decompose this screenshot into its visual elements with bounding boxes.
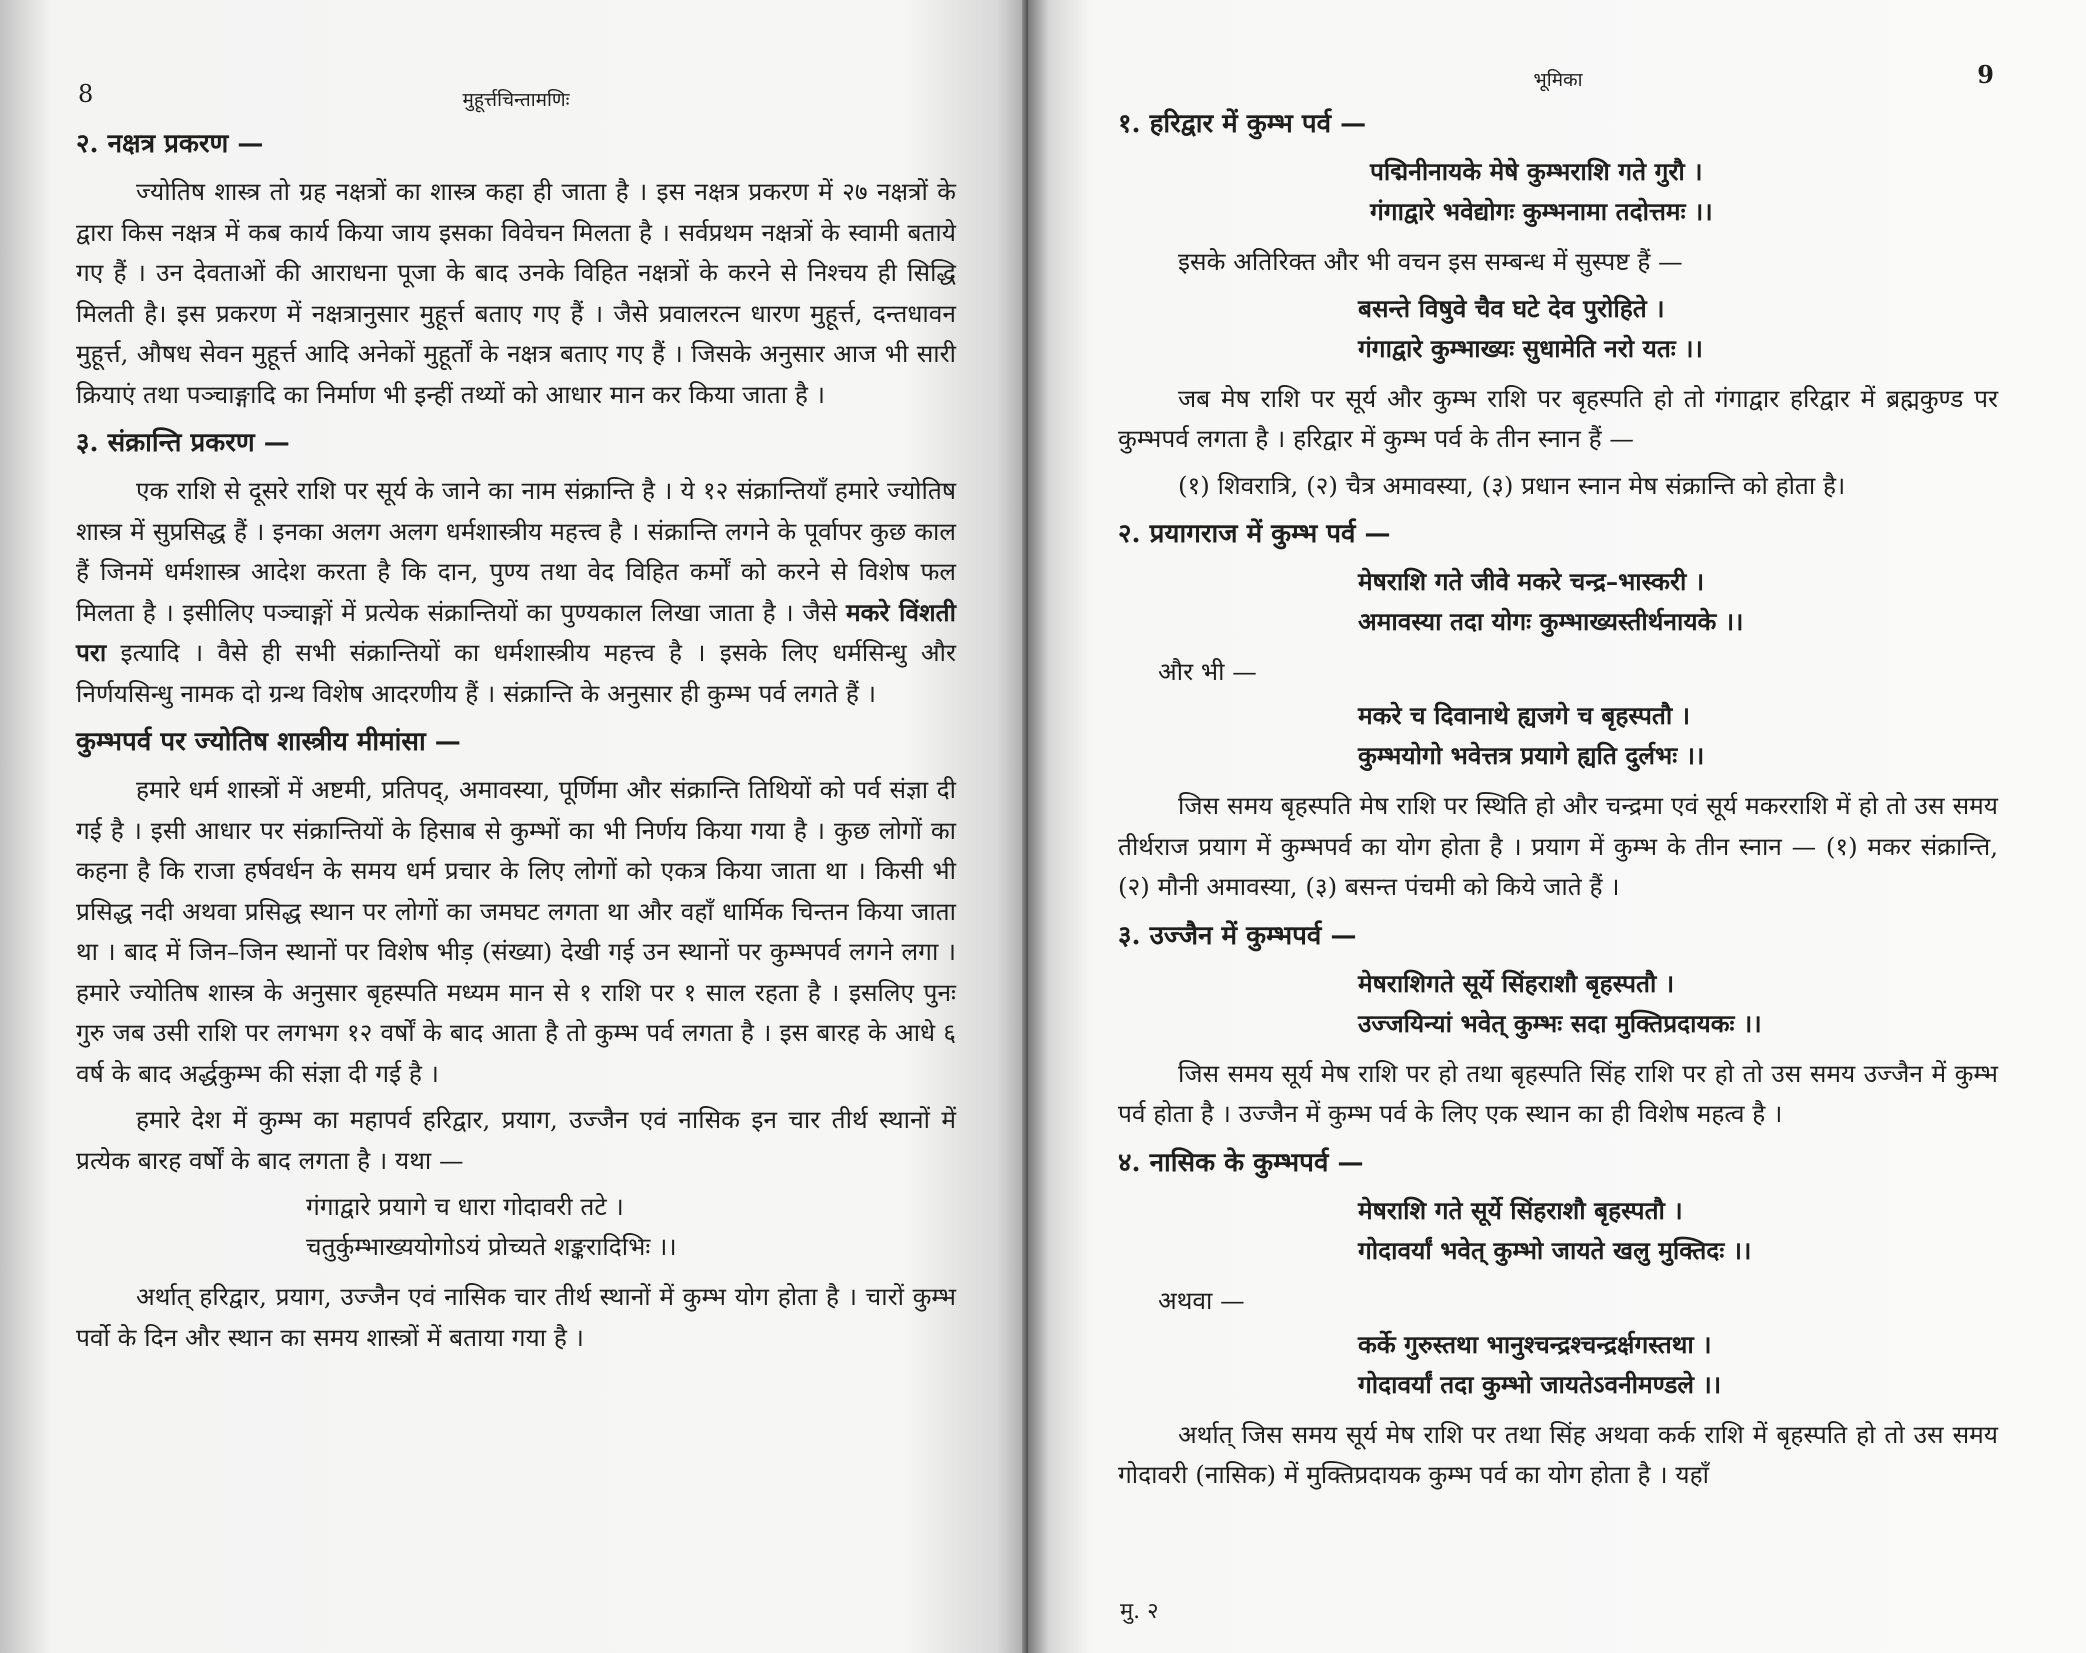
section-heading-ujjain: ३. उज्जैन में कुम्भपर्व — <box>1118 920 1357 951</box>
section-heading-prayag: २. प्रयागराज में कुम्भ पर्व — <box>1118 519 1391 549</box>
label-or: अथवा — <box>1158 1285 1245 1315</box>
verse-line: गोदावर्यां तदा कुम्भो जायतेऽवनीमण्डले ।। <box>1358 1369 1722 1399</box>
verse-line: पद्मिनीनायके मेषे कुम्भराशि गते गुरौ । <box>1370 157 1703 186</box>
verse-line: चतुर्कुम्भाख्ययोगोऽयं प्रोच्यते शङ्करादिभिः ।। <box>306 1232 677 1261</box>
section-heading-sankranti: ३. संक्रान्ति प्रकरण — <box>76 428 290 458</box>
left-page <box>0 0 1028 1653</box>
verse-line: बसन्ते विषुवे चैव घटे देव पुरोहिते । <box>1358 293 1665 323</box>
signature-mark: मु. २ <box>1120 1599 1159 1624</box>
sankranti-text-a: एक राशि से दूसरे राशि पर सूर्य के जाने का नाम संक्रान्ति है । ये १२ संक्रान्तियाँ हमारे ज्योतिष शास्त्र में सुप्रसिद्ध हैं । इनका अलग अलग धर्मशास्त्रीय महत्त्व है । संक्रान्ति लगने के पूर्वापर कुछ काल हैं जिनमें धर्मशास्त्र आदेश करता है कि दान, पुण्य तथा वेद विहित कर्मों को करने से विशेष फल मिलता है । इसीलिए पञ्चाङ्गों में प्रत्येक संक्रान्तियों का पुण्यकाल लिखा जाता है । जैसे <box>76 476 956 627</box>
verse-line: गंगाद्वारे भवेद्योगः कुम्भनामा तदोत्तमः ।। <box>1370 197 1713 226</box>
paragraph-kumbh-places: हमारे देश में कुम्भ का महापर्व हरिद्वार, प्रयाग, उज्जैन एवं नासिक इन चार तीर्थ स्थानों में प्रत्येक बारह वर्षों के बाद लगता है । यथा — <box>76 1105 956 1175</box>
sankranti-text-b: इत्यादि । वैसे ही सभी संक्रान्तियों का धर्मशास्त्रीय महत्त्व है । इसके लिए धर्मसिन्धु और निर्णयसिन्धु नामक दो ग्रन्थ विशेष आदरणीय हैं । संक्रान्ति के अनुसार ही कुम्भ पर्व लगते हैं । <box>76 638 956 708</box>
label-also: और भी — <box>1158 657 1257 686</box>
verse-prayag-1 <box>1358 562 1998 642</box>
verse-line: कर्के गुरुस्तथा भानुश्चन्द्रश्चन्द्रर्क्षगस्तथा । <box>1358 1329 1712 1359</box>
paragraph-sankranti <box>76 471 956 714</box>
right-page <box>1028 0 2086 1653</box>
paragraph-nakshatra: ज्योतिष शास्त्र तो ग्रह नक्षत्रों का शास्त्र कहा ही जाता है । इस नक्षत्र प्रकरण में २७ नक्षत्रों के द्वारा किस नक्षत्र में कब कार्य किया जाय इसका विवेचन मिलता है । सर्वप्रथम नक्षत्रों के स्वामी बताये गए हैं । उन देवताओं की आराधना पूजा के बाद उनके विहित नक्षत्रों के करने से निश्चय ही सिद्धि मिलती है। इस प्रकरण में नक्षत्रानुसार मुहूर्त्त बताए गए हैं । जैसे प्रवालरत्न धारण मुहूर्त्त, दन्तधावन मुहूर्त्त, औषध सेवन मुहूर्त्त आदि अनेकों मुहूर्तों के नक्षत्र बताए गए हैं । जिसके अनुसार आज भी सारी क्रियाएं तथा पञ्चाङ्गादि का निर्माण भी इन्हीं तथ्यों को आधार मान कर किया जाता है । <box>76 177 956 409</box>
verse-nasik-1 <box>1358 1191 1998 1271</box>
verse-haridwar-2 <box>1358 289 1998 369</box>
paragraph-nasik: अर्थात् जिस समय सूर्य मेष राशि पर तथा सिंह अथवा कर्क राशि में बृहस्पति हो तो उस समय गोदावरी (नासिक) में मुक्तिप्रदायक कुम्भ पर्व का योग होता है । यहाँ <box>1118 1419 1998 1489</box>
verse-ujjain <box>1358 964 1998 1044</box>
verse-four-kumbh <box>306 1187 956 1267</box>
section-heading-nakshatra: २. नक्षत्र प्रकरण — <box>76 129 264 159</box>
paragraph-haridwar-snan: (१) शिवरात्रि, (२) चैत्र अमावस्या, (३) प्रधान स्नान मेष संक्रान्ति को होता है। <box>1178 470 1846 500</box>
verse-line: उज्जयिन्यां भवेत् कुम्भः सदा मुक्तिप्रदायकः ।। <box>1358 1008 1762 1038</box>
paragraph-intro: इसके अतिरिक्त और भी वचन इस सम्बन्ध में सुस्पष्ट हैं — <box>1178 247 1683 276</box>
verse-line: मकरे च दिवानाथे ह्यजगे च बृहस्पतौ । <box>1358 701 1690 730</box>
right-running-title: भूमिका <box>1533 69 1583 91</box>
verse-haridwar-1 <box>1370 152 1998 232</box>
paragraph-haridwar: जब मेष राशि पर सूर्य और कुम्भ राशि पर बृहस्पति हो तो गंगाद्वार हरिद्वार में ब्रह्मकुण्ड पर कुम्भपर्व लगता है । हरिद्वार में कुम्भ पर्व के तीन स्नान हैं — <box>1118 383 1998 453</box>
paragraph-closing: अर्थात् हरिद्वार, प्रयाग, उज्जैन एवं नासिक चार तीर्थ स्थानों में कुम्भ योग होता है । चारों कुम्भ पर्वो के दिन और स्थान का समय शास्त्रों में बताया गया है । <box>76 1282 956 1352</box>
paragraph-prayag: जिस समय बृहस्पति मेष राशि पर स्थिति हो और चन्द्रमा एवं सूर्य मकरराशि में हो तो उस समय तीर्थराज प्रयाग में कुम्भपर्व का योग होता है । प्रयाग में कुम्भ के तीन स्नान — (१) मकर संक्रान्ति, (२) मौनी अमावस्या, (३) बसन्त पंचमी को किये जाते हैं । <box>1118 791 1998 901</box>
section-heading-nasik: ४. नासिक के कुम्भपर्व — <box>1118 1147 1364 1178</box>
verse-prayag-2 <box>1358 696 1998 776</box>
verse-line: गोदावर्यां भवेत् कुम्भो जायते खलु मुक्तिदः ।। <box>1358 1235 1752 1265</box>
left-page-number: 8 <box>78 80 94 108</box>
verse-line: अमावस्या तदा योगः कुम्भाख्यस्तीर्थनायके ।। <box>1358 607 1744 636</box>
sankranti-bold-quote: मकरे विंशती परा <box>76 597 956 667</box>
left-running-title: मुहूर्त्तचिन्तामणिः <box>462 89 570 111</box>
verse-nasik-2 <box>1358 1325 1998 1405</box>
verse-line: कुम्भयोगो भवेत्तत्र प्रयागे ह्यति दुर्लभः ।। <box>1358 741 1705 770</box>
verse-line: गंगाद्वारे प्रयागे च धारा गोदावरी तटे । <box>306 1192 624 1221</box>
paragraph-ujjain: जिस समय सूर्य मेष राशि पर हो तथा बृहस्पति सिंह राशि पर हो तो उस समय उज्जैन में कुम्भ पर्व होता है । उज्जैन में कुम्भ पर्व के लिए एक स्थान का ही विशेष महत्व है । <box>1118 1058 1998 1128</box>
right-running-head <box>1118 62 1998 96</box>
right-page-number: 9 <box>1977 60 1994 89</box>
section-heading-kumbh-mimansa: कुम्भपर्व पर ज्योतिष शास्त्रीय मीमांसा — <box>76 727 461 757</box>
verse-line: मेषराशि गते जीवे मकरे चन्द्र–भास्करी । <box>1358 567 1705 596</box>
left-running-head <box>76 82 956 116</box>
verse-line: गंगाद्वारे कुम्भाख्यः सुधामेति नरो यतः ।। <box>1358 333 1703 363</box>
section-heading-haridwar: १. हरिद्वार में कुम्भ पर्व — <box>1118 109 1367 139</box>
paragraph-kumbh-mimansa: हमारे धर्म शास्त्रों में अष्टमी, प्रतिपद्, अमावस्या, पूर्णिमा और संक्रान्ति तिथियों को पर्व संज्ञा दी गई है । इसी आधार पर संक्रान्तियों के हिसाब से कुम्भों का भी निर्णय किया गया है । कुछ लोगों का कहना है कि राजा हर्षवर्धन के समय धर्म प्रचार के लिए लोगों को एकत्र किया जाता था । किसी भी प्रसिद्ध नदी अथवा प्रसिद्ध स्थान पर लोगों का जमघट लगता था और वहाँ धार्मिक चिन्तन किया जाता था । बाद में जिन–जिन स्थानों पर विशेष भीड़ (संख्या) देखी गई उन स्थानों पर कुम्भपर्व लगने लगा । हमारे ज्योतिष शास्त्र के अनुसार बृहस्पति मध्यम मान से १ राशि पर १ साल रहता है । इसलिए पुनः गुरु जब उसी राशि पर लगभग १२ वर्षों के बाद आता है तो कुम्भ पर्व लगता है । इस बारह के आधे ६ वर्ष के बाद अर्द्धकुम्भ की संज्ञा दी गई है । <box>76 775 956 1088</box>
verse-line: मेषराशिगते सूर्ये सिंहराशौ बृहस्पतौ । <box>1358 968 1675 998</box>
verse-line: मेषराशि गते सूर्ये सिंहराशौ बृहस्पतौ । <box>1358 1195 1683 1225</box>
